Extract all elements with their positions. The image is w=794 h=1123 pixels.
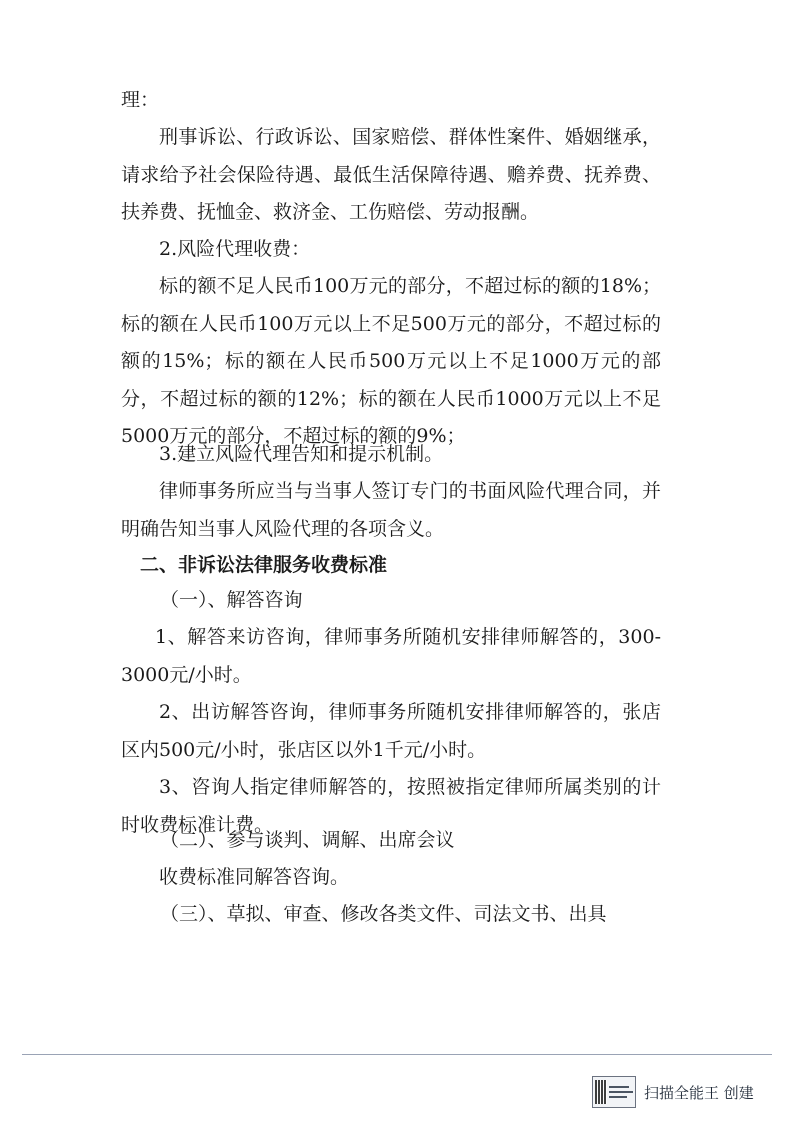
- heading-risk-fee: 2.风险代理收费：: [159, 238, 311, 260]
- paragraph-case-types: 刑事诉讼、行政诉讼、国家赔偿、群体性案件、婚姻继承，请求给予社会保险待遇、最低生活保障待遇、赡养费、抚养费、扶养费、抚恤金、救济金、工伤赔偿、劳动报酬。: [121, 126, 661, 223]
- footer-divider: [22, 1054, 772, 1055]
- paragraph-visit-consultation: 1、解答来访咨询，律师事务所随机安排律师解答的，300-3000元/小时。: [121, 626, 661, 686]
- paragraph-continuation: 理：: [121, 89, 160, 111]
- paragraph-fee-same: 收费标准同解答咨询。: [159, 866, 350, 888]
- subheading-consultation: （一）、解答咨询: [160, 589, 303, 611]
- paragraph-designated-lawyer: 3、咨询人指定律师解答的，按照被指定律师所属类别的计时收费标准计费。: [121, 776, 661, 836]
- section-heading-non-litigation: 二、非诉讼法律服务收费标准: [140, 554, 388, 576]
- watermark-text: 扫描全能王 创建: [644, 1083, 754, 1102]
- paragraph-risk-fee-rates: 标的额不足人民币100万元的部分，不超过标的额的18%；标的额在人民币100万元以上不足500万元的部分，不超过标的额的15%；标的额在人民币500万元以上不足1000万元的部分，不超过标的额的12%；标的额在人民币1000万元以上不足5000万元的部分，不超过标的额的9%；: [121, 275, 661, 447]
- subheading-drafting: （三）、草拟、审查、修改各类文件、司法文书、出具: [160, 903, 607, 925]
- subheading-negotiation: （二）、参与谈判、调解、出席会议: [160, 829, 455, 851]
- scanner-watermark: [592, 1075, 754, 1109]
- camscanner-logo-icon: [592, 1076, 636, 1108]
- paragraph-outcall-consultation: 2、出访解答咨询，律师事务所随机安排律师解答的，张店区内500元/小时，张店区以外1千元/小时。: [121, 701, 661, 761]
- heading-risk-notice: 3.建立风险代理告知和提示机制。: [159, 443, 444, 465]
- paragraph-risk-contract: 律师事务所应当与当事人签订专门的书面风险代理合同，并明确告知当事人风险代理的各项含义。: [121, 480, 661, 540]
